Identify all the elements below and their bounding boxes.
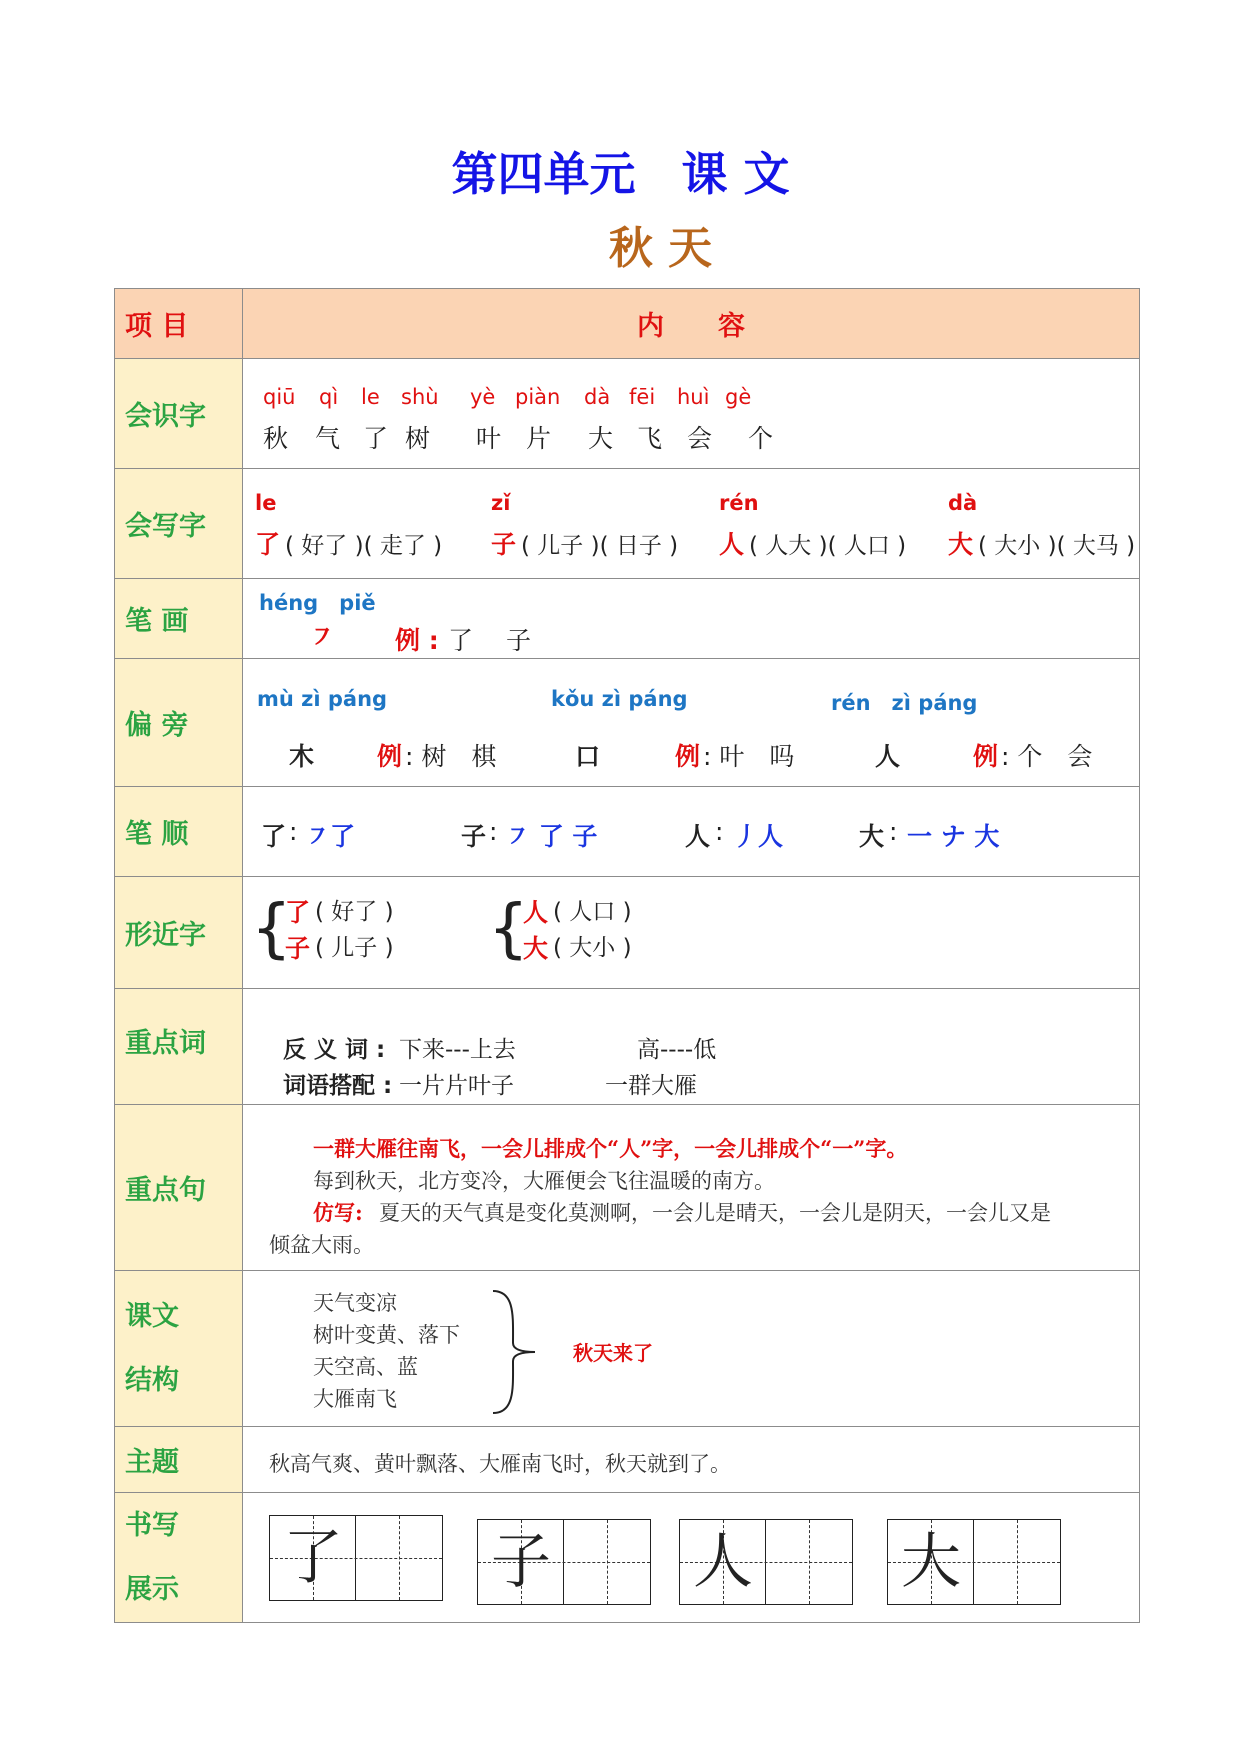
row-huishizi xyxy=(115,359,1140,469)
character: 子 xyxy=(461,822,487,851)
stroke-order: ㇇了 xyxy=(305,822,356,851)
radical: 木 xyxy=(289,742,315,771)
character: 子 xyxy=(285,934,311,963)
stroke-glyph: ㇇ xyxy=(309,623,336,653)
pinyin: piàn xyxy=(515,385,561,409)
writing-grid xyxy=(477,1519,651,1605)
character: 树 xyxy=(405,424,431,453)
pinyin: rén zì páng xyxy=(831,691,978,715)
row-content xyxy=(243,877,1140,989)
pinyin: qì xyxy=(319,385,339,409)
row-shuxie xyxy=(115,1493,1140,1623)
word: ( 大小 ) xyxy=(553,935,632,961)
writing-grid xyxy=(679,1519,853,1605)
sentence: 每到秋天，北方变冷，大雁便会飞往温暖的南方。 xyxy=(313,1169,775,1193)
pinyin: gè xyxy=(725,385,752,409)
row-kewenjiegou xyxy=(115,1271,1140,1427)
structure-line: 大雁南飞 xyxy=(313,1387,397,1411)
theme-text: 秋高气爽、黄叶飘落、大雁南飞时，秋天就到了。 xyxy=(269,1452,731,1476)
lesson-title: 秋 天 xyxy=(608,223,713,274)
character: 片 xyxy=(526,424,552,453)
radical: 口 xyxy=(575,742,601,771)
structure-result: 秋天来了 xyxy=(573,1341,653,1365)
row-label: 偏 旁 xyxy=(115,659,243,787)
row-label: 主题 xyxy=(115,1427,243,1493)
row-label: 会写字 xyxy=(115,469,243,579)
row-content xyxy=(243,469,1140,579)
antonym-pair: 下来---上去 xyxy=(399,1037,516,1063)
writing-grid xyxy=(269,1515,443,1601)
key-sentence: 一群大雁往南飞，一会儿排成个“人”字，一会儿排成个“一”字。 xyxy=(313,1136,908,1161)
collocation: 一片片叶子 xyxy=(399,1073,514,1099)
row-content xyxy=(243,1427,1140,1493)
grid-character: 大 xyxy=(901,1527,961,1597)
page-title: 第四单元 课 文 xyxy=(451,147,790,201)
label-part: 书写 xyxy=(125,1509,179,1541)
example-chars: : 叶 吗 xyxy=(703,742,795,771)
brace-icon: { xyxy=(251,892,292,966)
row-content xyxy=(243,1493,1140,1623)
character: 大 xyxy=(588,424,614,453)
pinyin: rén xyxy=(719,491,759,515)
row-pianpang xyxy=(115,659,1140,787)
example-label: 例 xyxy=(377,742,403,771)
character: 了 xyxy=(261,822,287,851)
row-zhongdianju xyxy=(115,1105,1140,1271)
row-huixiezi xyxy=(115,469,1140,579)
pinyin: dà xyxy=(584,385,611,409)
row-zhongdianci xyxy=(115,989,1140,1105)
row-label: 重点句 xyxy=(115,1105,243,1271)
row-xingjinzi xyxy=(115,877,1140,989)
example-chars: : 树 棋 xyxy=(405,742,497,771)
structure-line: 树叶变黄、落下 xyxy=(313,1323,460,1347)
word: ( 好了 ) xyxy=(315,899,394,925)
stroke-order: ㇇ 了 子 xyxy=(505,822,598,851)
row-content xyxy=(243,579,1140,659)
word-pair: ( 好了 )( 走了 ) xyxy=(285,533,443,559)
word-pair: ( 大小 )( 大马 ) xyxy=(978,533,1136,559)
lesson-table xyxy=(114,288,1140,1623)
example-label: 例 xyxy=(973,742,999,771)
word: ( 人口 ) xyxy=(553,899,632,925)
antonym-label: 反 义 词 : xyxy=(283,1037,386,1063)
grid-character: 了 xyxy=(283,1523,343,1593)
word-pair: ( 儿子 )( 日子 ) xyxy=(521,533,679,559)
row-label xyxy=(115,1271,243,1427)
header-content: 内 容 xyxy=(243,289,1140,359)
row-label: 笔 画 xyxy=(115,579,243,659)
row-content xyxy=(243,359,1140,469)
pinyin: héng piě xyxy=(259,591,376,615)
antonym-pair: 高----低 xyxy=(637,1037,717,1063)
row-content xyxy=(243,989,1140,1105)
example-label: 例 : xyxy=(395,626,439,655)
stroke-order: 丿人 xyxy=(733,822,784,851)
example-chars: 了 子 xyxy=(448,626,531,655)
brace-icon: { xyxy=(488,892,529,966)
pinyin: le xyxy=(255,491,277,515)
character: 了 xyxy=(255,530,281,559)
structure-line: 天气变凉 xyxy=(313,1291,397,1315)
row-bishun xyxy=(115,787,1140,877)
structure-line: 天空高、蓝 xyxy=(313,1355,418,1379)
character: 大 xyxy=(859,822,885,851)
character: 秋 xyxy=(263,424,289,453)
row-label xyxy=(115,1493,243,1623)
example-chars: : 个 会 xyxy=(1001,742,1093,771)
character: 大 xyxy=(523,934,549,963)
pinyin: dà xyxy=(948,491,978,515)
pinyin: mù zì páng xyxy=(257,687,388,711)
character: 了 xyxy=(363,424,389,453)
row-label: 会识字 xyxy=(115,359,243,469)
table-header-row xyxy=(115,289,1140,359)
pinyin: yè xyxy=(470,385,496,409)
header-item: 项 目 xyxy=(115,289,243,359)
grid-character: 子 xyxy=(491,1527,551,1597)
word: ( 儿子 ) xyxy=(315,935,394,961)
pinyin: qiū xyxy=(263,385,296,409)
character: 了 xyxy=(285,898,311,927)
pinyin: huì xyxy=(677,385,710,409)
word-pair: ( 人大 )( 人口 ) xyxy=(749,533,907,559)
character: 人 xyxy=(523,898,549,927)
stroke-order: 一 ナ 大 xyxy=(907,822,1000,851)
character: 气 xyxy=(315,424,341,453)
character: 会 xyxy=(687,424,713,453)
brace-icon xyxy=(489,1287,539,1417)
row-bihua xyxy=(115,579,1140,659)
pinyin: fēi xyxy=(629,385,656,409)
pinyin: zǐ xyxy=(491,491,511,515)
imitate-label: 仿写: xyxy=(313,1200,363,1225)
character: 人 xyxy=(685,822,711,851)
row-label: 重点词 xyxy=(115,989,243,1105)
imitate-sentence: 夏天的天气真是变化莫测啊，一会儿是晴天，一会儿是阴天，一会儿又是 xyxy=(379,1201,1051,1225)
row-content xyxy=(243,659,1140,787)
character: 叶 xyxy=(476,424,502,453)
writing-grid xyxy=(887,1519,1061,1605)
row-label: 形近字 xyxy=(115,877,243,989)
imitate-sentence-cont: 倾盆大雨。 xyxy=(269,1233,374,1257)
pinyin: kǒu zì páng xyxy=(551,687,688,711)
row-content xyxy=(243,1271,1140,1427)
character: 大 xyxy=(948,530,974,559)
example-label: 例 xyxy=(675,742,701,771)
label-part: 展示 xyxy=(125,1573,179,1605)
label-part: 结构 xyxy=(125,1364,179,1396)
character: 飞 xyxy=(637,424,663,453)
row-content xyxy=(243,1105,1140,1271)
pinyin: shù xyxy=(401,385,439,409)
collocation: 一群大雁 xyxy=(605,1073,697,1099)
grid-character: 人 xyxy=(693,1527,753,1597)
collocation-label: 词语搭配 : xyxy=(283,1073,393,1099)
pinyin: le xyxy=(361,385,380,409)
row-content: 了 : ㇇了 子 : ㇇ 了 子 人 : 丿人 大 : 一 ナ 大 xyxy=(243,787,1140,877)
row-label: 笔 顺 xyxy=(115,787,243,877)
character: 个 xyxy=(748,424,774,453)
row-zhuti xyxy=(115,1427,1140,1493)
character: 子 xyxy=(491,530,517,559)
character: 人 xyxy=(719,530,745,559)
radical: 人 xyxy=(875,742,901,771)
label-part: 课文 xyxy=(125,1300,179,1332)
